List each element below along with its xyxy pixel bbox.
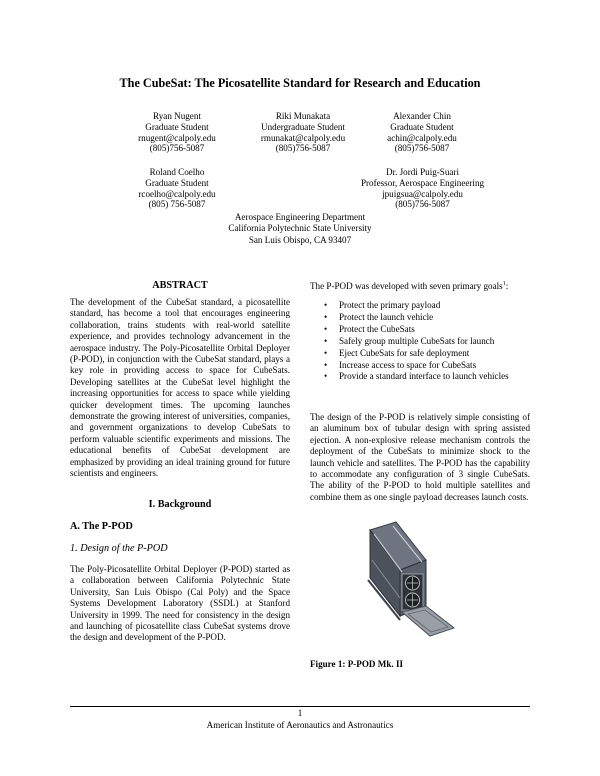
bullet-icon: • [324,300,328,310]
figure-caption: Figure 1: P-POD Mk. II [310,659,404,669]
author-email: jpuigsua@calpoly.edu [382,188,463,199]
author-phone: (805)756-5087 [149,143,205,154]
author-role: Graduate Student [145,121,209,132]
affiliation-university: California Polytechnic State University [228,223,372,234]
author-name: Roland Coelho [149,167,205,177]
author-name: Riki Munakata [275,111,331,121]
list-item-text: Protect the primary payload [339,300,441,310]
bullet-icon: • [324,347,328,358]
abstract-heading: ABSTRACT [152,280,208,291]
subsubsection-heading: 1. Design of the P-POD [70,543,168,554]
list-item [310,360,535,372]
goals-list [310,300,535,383]
abstract-text: The development of the CubeSat standard, a picosatellite standard, has become a tool that encourages engineering collaboration, trains students with real-world satellite experience, and provides technology advancement in the aerospace industry. The Poly-Picosatellite Orbital Deployer (P-POD), in conjunction with the CubeSat standard, plays a key role in providing access to space for CubeSats. Developing satellites at the CubeSat level highlight the increasing opportunities for access to space while yielding quicker development times. The upcoming launches demonstrate the growing interest of universities, companies, and government organizations to develop CubeSats to perform valuable scientific experiments and missions. The educational benefits of CubeSat development are emphasized by providing an ideal training ground for future scientists and engineers. [70,297,290,479]
author-phone: (805)756-5087 [275,143,331,154]
list-item [310,336,535,348]
ppod-figure [356,520,464,638]
author-block [340,167,505,210]
list-item-text: Provide a standard interface to launch vehicles [339,371,509,382]
list-item [310,324,535,336]
bullet-icon: • [324,371,328,382]
affiliation-department: Aerospace Engineering Department [234,212,366,222]
author-email: rcoelho@calpoly.edu [138,188,216,199]
list-item-text: Increase access to space for CubeSats [339,359,477,370]
list-item-text: Safely group multiple CubeSats for launch [339,335,495,346]
bullet-icon: • [324,311,328,322]
list-item-text: Eject CubeSats for safe deployment [339,347,470,358]
author-role: Undergraduate Student [261,121,345,132]
author-email: rmunakat@calpoly.edu [260,132,346,143]
bullet-icon: • [324,359,328,370]
paper-title: The CubeSat: The Picosatellite Standard for Research and Education [119,76,481,90]
author-role: Graduate Student [145,177,209,188]
bullet-icon: • [324,335,328,346]
footer-divider [70,706,530,707]
ppod-open-door [402,606,454,636]
list-item-text: Protect the CubeSats [339,323,415,334]
body-paragraph: The Poly-Picosatellite Orbital Deployer (P-POD) started as a collaboration between California Polytechnic State University, San Luis Obispo (Cal Poly) and the Space Systems Development Laboratory (SSDL) at Stanford University in 1999. The need for consistency in the design and launching of picosatellite class CubeSat systems drove the design and development of the P-POD. [70,564,290,643]
author-name: Alexander Chin [393,111,451,121]
goals-intro-text: The P-POD was developed with seven primary goals [310,281,503,292]
subsection-heading: A. The P-POD [70,521,133,532]
author-role: Professor, Aerospace Engineering [360,177,485,188]
affiliation-city: San Luis Obispo, CA 93407 [248,234,352,245]
goals-intro [310,279,535,292]
author-phone: (805) 756-5087 [148,199,206,210]
author-name: Ryan Nugent [153,111,201,121]
list-item [310,312,535,324]
footer-organization: American Institute of Aeronautics and Astronautics [206,720,394,730]
section-heading: I. Background [148,499,212,510]
list-item-text: Protect the launch vehicle [339,311,434,322]
author-block [112,167,242,210]
author-name: Dr. Jordi Puig-Suari [385,167,459,177]
bullet-icon: • [324,323,328,334]
author-block [357,111,487,154]
author-email: rnugent@calpoly.edu [138,132,216,143]
page-number: 1 [297,708,303,718]
footnote-marker: 1 [502,281,506,287]
list-item [310,348,535,360]
affiliation [0,212,600,246]
author-block [238,111,368,154]
design-paragraph: The design of the P-POD is relatively simple consisting of an aluminum box of tubular design with spring assisted ejection. A non-explosive release mechanism controls the deployment of the CubeSats to minimize shock to the launch vehicle and satellites. The P-POD has the capability to accommodate any configuration of 3 single CubeSats. The ability of the P-POD to hold multiple satellites and combine them as one single payload decreases launch costs. [310,412,530,502]
list-item [310,300,535,312]
author-email: achin@calpoly.edu [387,132,457,143]
author-block [112,111,242,154]
list-item [310,371,535,383]
author-phone: (805)756-5087 [394,143,450,154]
goals-intro-colon: : [505,281,509,292]
author-phone: (805)756-5087 [395,199,450,210]
author-role: Graduate Student [390,121,454,132]
